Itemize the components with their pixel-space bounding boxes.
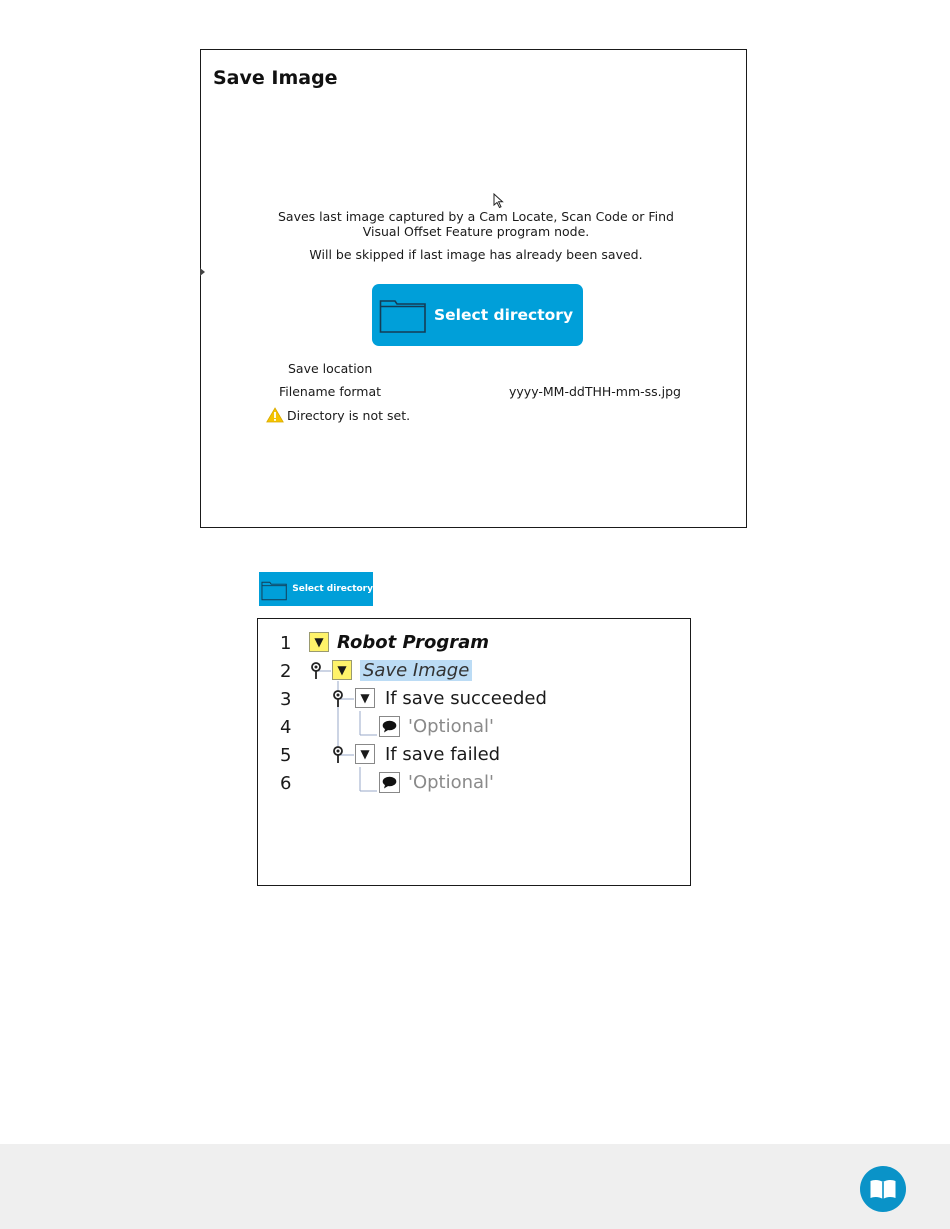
node-pin-icon [310, 661, 322, 681]
select-directory-button-small[interactable] [259, 572, 373, 606]
select-directory-label-small: Select directory [292, 584, 373, 594]
folder-icon [379, 298, 427, 334]
select-directory-label: Select directory [434, 306, 574, 324]
description-line-2: Visual Offset Feature program node. [362, 224, 590, 239]
tree-row[interactable] [258, 715, 688, 739]
tree-row[interactable] [258, 687, 688, 711]
filename-format-value: yyyy-MM-ddTHH-mm-ss.jpg [509, 384, 681, 399]
tree-row[interactable] [258, 631, 688, 655]
node-label[interactable]: If save succeeded [385, 688, 547, 709]
node-pin-icon [332, 745, 344, 765]
skip-note: Will be skipped if last image has already been saved. [309, 247, 643, 262]
tree-row[interactable] [258, 771, 688, 795]
line-number: 6 [280, 773, 292, 794]
tree-row[interactable] [258, 743, 688, 767]
tree-row-selected[interactable] [258, 659, 688, 683]
warning-text: Directory is not set. [287, 407, 411, 423]
node-label[interactable]: If save failed [385, 744, 501, 765]
program-tree [257, 618, 691, 886]
description-line-1: Saves last image captured by a Cam Locate, Scan Code or Find [278, 209, 674, 224]
select-directory-button[interactable] [372, 284, 583, 346]
save-image-panel [200, 49, 747, 528]
cursor-icon [493, 193, 505, 209]
book-icon[interactable] [860, 1166, 906, 1212]
comment-icon [379, 772, 400, 793]
description [261, 209, 691, 239]
node-label[interactable]: 'Optional' [408, 716, 495, 737]
line-number: 3 [280, 689, 292, 710]
node-pin-icon [332, 689, 344, 709]
node-label[interactable]: 'Optional' [408, 772, 495, 793]
panel-title: Save Image [213, 67, 338, 89]
save-location-label: Save location [288, 361, 373, 376]
line-number: 5 [280, 745, 292, 766]
expand-triangle-icon[interactable]: ▼ [355, 744, 375, 764]
comment-icon [379, 716, 400, 737]
warning-icon [266, 407, 284, 423]
expand-triangle-icon[interactable]: ▼ [355, 688, 375, 708]
expand-triangle-icon[interactable]: ▼ [309, 632, 329, 652]
line-number: 4 [280, 717, 292, 738]
filename-format-label: Filename format [279, 384, 382, 399]
page-footer [0, 1144, 950, 1229]
node-label[interactable]: Robot Program [337, 632, 489, 653]
directory-warning [266, 407, 410, 423]
expand-triangle-icon[interactable]: ▼ [332, 660, 352, 680]
line-number: 2 [280, 661, 292, 682]
node-label[interactable]: Save Image [360, 660, 472, 681]
folder-icon [261, 580, 287, 601]
line-number: 1 [280, 633, 292, 654]
edge-handle-icon[interactable] [199, 267, 207, 277]
